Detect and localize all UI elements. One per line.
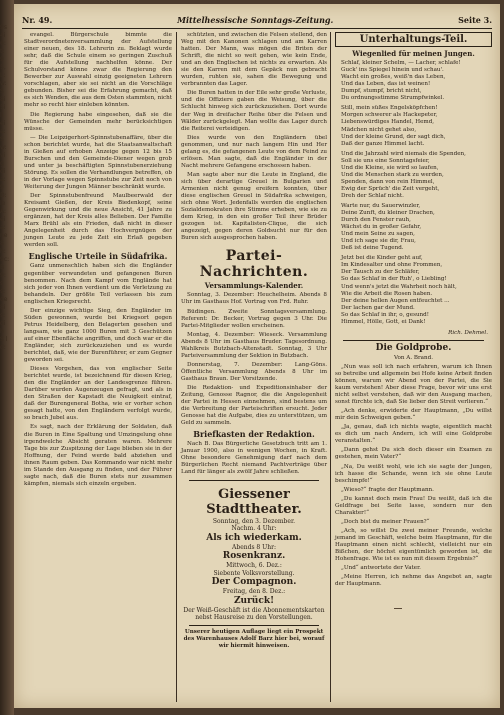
paragraph: „Doch bist du meiner Frauen?“ [341,518,430,525]
poem-line: Der deine hellen Augen entfeuchtet ... [341,297,450,304]
issue-number: Nr. 49. [22,15,53,25]
column-rule [176,32,177,702]
poem-title: Wiegenlied für meinen Jungen. [352,49,475,59]
paragraph: Donnerstag, 7. Dezember: Lang-Göns. Öffentliche Versammlung Abends 8 Uhr im Gasthaus Braun. Der Vorsitzende. [181,361,327,382]
story-title: Die Goldprobe. [375,342,452,353]
poem-line: Und wenn's jetzt die Wahrheit noch hält, [341,283,457,290]
paragraph: evangel. Bürgerschule bimmte die Stadtverordnetenversammlung der Aufstellung einer neuen, des 18. Lehrerin zu. Beklagt wurde sehr, daß die Schule einem so geringen Zuschuß für die Aufstellung nachhelfen könne. Der Schulvorstand könne zwar die Regierung den Bewerber zur Auswahl einzig geeigneten Lehrern vorschlagen, aber sie sei nicht an die Vorschläge gebunden. Bisher sei die Erfahrung gemacht, daß es sich Wenden, die aus dem Osten stammten, nicht mehr so recht hier einleben könnten. [24,32,172,109]
theatre-note: Siebente Volksvorstellung. [213,569,295,577]
poem-line: Der lachen gar der Mund. [341,304,415,311]
paragraph: Man sagte aber nur die Leute in England, die sich über derartige Greuel in Bulgarien und Armenien nicht genug ereifern konnten, über diese englischen Greuel in Südafrika schweigen, sich ohne Wort. Jedenfalls werden die englischen Sozialdemokraten ihre Stimme erheben, wie sie zu dem Krieg, in den ein großer Teil ihrer Brüder gezogen ist. Kapitalisten-Clique, die sich angezeigt, gegen deren Goldsucht nur für den Buren sich ausgesprochen haben. [181,171,327,242]
paragraph: „Dann gehst Du sich doch dieser ein Examen zu gestehen, mein Vater?“ [335,447,492,461]
column-3 [335,32,492,704]
divider [189,625,319,626]
poem-line: Deine Zunft, du kleiner Drachen, [341,210,435,217]
poem-line: Warte nur, du Sauerwinzler, [341,202,421,209]
story-author: Von A. Brand. [394,354,433,361]
poem-line: Dreh der Schlaf nicht. [341,192,404,199]
poem [341,60,492,326]
column-rule [330,32,331,702]
poem-line: Wie die Arbeit die Rosen haben. [341,290,433,297]
theatre-footnote: Der Weiß-Geschäft ist die Abonnementskarten nebst Hausreise zu den Vorstellungen. [183,606,325,622]
party-news-heading: Partei-Nachrichten. [199,248,309,281]
theatre-date: Mittwoch, 6. Dez.: [226,562,282,570]
poem-line: So das Schlaf in ihr, o, gesund! [341,311,429,318]
theatre-show: Rosenkranz. [222,551,286,562]
theatre-show: Als ich wiederkam. [206,532,302,543]
poem-line: Mädchen nicht gehet also, [341,126,417,133]
paragraph: „Wieso?“ fragte der Hauptmann. [341,486,434,493]
paragraph: Dies wurde von den Engländern übel genommen, und nur nach langem Hin und Her gelang es, die gefangenen Leute von dem Feind zu erlösen. Man sagte, daß die Engländer in der Nacht mehrere Gefangene erschossen haben. [181,134,327,169]
divider [189,480,319,481]
newspaper-page [14,4,500,708]
poem-line: Jetzt bei die Kinder geht auf, [341,255,423,262]
paragraph: „Nun was soll ich nach erfahren, warum ich Ihnen so betreibe und allgemein bei Hofe keine Arbeit finden können, warum wir Abend von der Partei, die Sie kaum verstehen! Aber diese Frage, bevor wir uns erst nicht selbst verstehen, daß wir den Ausgang machen, sonst fürchte ich, daß Sie lieber den Streit verlieren.“ [335,363,492,406]
theatre-date: Sonntag, den 3. Dezember. [212,517,296,525]
poem-line: Liebenswürdiges Handel, Hemd, [341,119,435,126]
poem-line: Still, mein süßes Engelsköpfchen! [341,105,438,112]
theatre-date: Freitag, den 8. Dez.: [222,588,286,596]
poem-line: Ewig der Sprüch' die Zeit vergeht, [341,185,440,192]
paragraph: „Ja, genau, daß ich nichts wagte, eigentlich macht es dich um nach Andern, ich will eine Goldprobe veranstalten.“ [335,424,492,445]
theatre-show: Der Compagnon. [211,577,297,588]
paragraph: Die Regierung habe eingesehen, daß sie die Wünsche der Gemeinden mehr berücksichtigen müsse. [24,111,172,132]
poem-line: Und mein Seine zu sagen, [341,231,415,238]
paragraph: Montag, 4. Dezember: Wieseck. Versammlung Abends 8 Uhr im Gasthaus Bruder. Tagesordnung. Wahlkreis Butzbach-Altenstadt. Sonntag, 3 Uhr Parteiversammlung der Sektion in Butzbach. [181,331,327,359]
poem-line: Morgen schwerer als Hackepeter, [341,112,438,119]
paragraph: „Ach denke, erwiderte der Hauptmann, „Du willst mir dein Schweigen geben.“ [335,408,492,422]
paragraph: Sonntag, 3. Dezember: Heuchelheim. Abends 8 Uhr im Gasthaus Hof. Vortrag von Frd. Ruhr. [181,292,327,306]
adjacent-page-strip: 9s 4i 6: t: 9 5, L: w: S 8i 5i li ei a: S w: vi g di a: 9 D: le A: ei a: ne 8 h: 9c: B 9: s s: de 8i s: di h S l d: [0,24,10,351]
paragraph: Nach B. Das Bürgerliche Gesetzbuch tritt am 1. Januar 1900, also in wenigen Wochen, in Kraft. Ohne besondere Genehmigung darf nach dem Bürgerlichen Recht niemand Pachtverträge über Land für länger als zwölf Jahre schließen. [181,441,327,476]
poem-author: Rich. Dehmel. [448,329,488,336]
poem-line: Wächst du in großer Gefahr, [341,224,422,231]
paragraph: Es sagt, nach der Erklärung der Soldaten, daß die Buren in Eine Spaltung und Umzingelung ohne irgendwelche Absicht geraten waren. Mehrere Tage bis zur Zuspitzung der Lage blieben sie in der Hoffnung, der Feind werde bald abziehen und ihnen Raum geben. Das Kommando war nicht mehr im Stande den Ausgang zu finden, und der Führer sagte nach, daß die Buren stets nur zusammen kämpfen, niemals sich einzeln ergeben. [24,424,172,487]
poem-line: Du ordnungsstimme Strumpfwinkel. [341,95,445,102]
poem-line: Und die Menschen stark zu werden, [341,171,444,178]
letters-heading: Briefkasten der Redaktion. [193,429,315,440]
theatre-time: Abends 8 Uhr: [232,543,276,551]
paragraph: Büdingen. Zweite Sonntagsversammlung. Referent: Dr. Becker, Vortrag gegen 3 Uhr. Die Partei-Mitglieder wollen erscheinen. [181,308,327,329]
page-header [22,12,492,29]
poem-line: Durch den Fenster rauh, [341,217,411,224]
poem-line: Der Tausch zu der Schläfer, [341,269,420,276]
paragraph: schützten, und zwischen die Felsen stellend, den Weg mit den Kanonen schlagen und am Karren hatten. Der Mann, was mögen die Briten der Schrift, die nicht so weit gehen, wie kein Ende, und an den Englischen ist nichts zu erwarten. Als sie den Karren mit dem Gepäck nun gebracht wurden, ruhten sie, sahen die Bewegung und verbrannten das Lager. [181,32,327,88]
paragraph: „Du kannst doch mein Frau! Du weißt, daß ich die Geldfrage bei Seite lasse, sondern nur den Charakter!“ [335,495,492,516]
page-number: Seite 3. [458,15,492,25]
poem-line: Daß der ganze Himmel lacht. [341,140,425,147]
paragraph: „Na, Du weißt wohl, wie ich sie sagte der Jungen, ich hasse die Schande, wenn ich sie ohne Leute beschimpfe!“ [335,463,492,484]
poem-line: Guck' ins Spiegel hinein und schau'. [341,67,444,74]
theatre-show: Zurück! [233,595,275,606]
poem-line: Spenden, dann von rein Himmel, [341,178,435,185]
paragraph: Die Buren hatten in der Eile sehr große Verluste, und die Offiziere gaben die Weisung, über die Schlucht hinweg sich zurückzuziehen. Dort wurde der Weg in dreifacher Reihe über die Felsen und Wälder zurückgelegt. Man wollte das Lager durch die Reiterei verteidigen. [181,90,327,132]
column-2 [181,32,327,704]
meeting-calendar-heading: Versammlungs-Kalender. [204,281,304,291]
poem-line: Soll sie uns eine Sonntagsfeier, [341,157,430,164]
paragraph: Der einzige wichtige Sieg, den Engländer im Süden gewonnen, wurde bei Kriegsort gegen Petrus Heidelberg, den Belagerten gesehen und langsam, wie ganz 1000 Buren mit 3 Geschützen auf einer Ebenfläche angriffen, und doch war er die Engländer, sich zurückzuziehen und es wurde berichtet, daß, wie der Burenführer, er zum Gegner geworden sei. [24,307,172,364]
theatre-heading: Giessener Stadttheater. [206,486,302,517]
newspaper-title: Mittelhessische Sonntags-Zeitung. [177,15,334,25]
poem-line: Schlaf, kleiner Schelm, — Lacher, schlafe! [341,60,461,67]
poem-line: Und die Kleine, sie wird so laufen, [341,164,439,171]
poem-line: Und die Jahrzahl wird niemals die Spenden, [341,150,466,157]
poem-line: So das Schlaf in der Ruh', o Liebling! [341,276,447,283]
paragraph: „Ach, so willst Du zwei meiner Freunde, welche jemand im Geschäft, welche beim Hauptmann, für die Hauptmann einen nicht schlecht, vielleicht nur ein Bißchen, der höchst eigentümlich geworden ist, die Hohenfrage. Wie ist es nun mit diesem Ergebnis?“ [335,527,492,563]
poem-line: Und das Leben, das ist weinen! [341,81,431,88]
page-fold-mark [394,600,402,609]
poem-line: Deß ist deine Tugend. [341,245,404,252]
story-body [335,364,492,588]
paragraph: Dieses Vorgehen, das von englischer Seite berichtet wurde, ist bezeichnend für diesen Krieg, den die Engländer an der Landesgrenze führen. Darüber wurden Augenzeugen gefragt, und als in den Straßen der Kapstadt die Neuigkeit eintraf, daß der Burengeneral Botha, wie er vorher schon gesagt hatte, von den Engländern verfolgt wurde, so brach Jubel aus. [24,366,172,422]
poem-line: Dumpf, stumpf, bricht nicht, [341,88,422,95]
poem-line: Und ich sage sie dir, Frau, [341,238,416,245]
poem-line: Und der kleine Grund, der sagt dich, [341,133,446,140]
supplement-notice: Unserer heutigen Auflage liegt ein Prospekt des Warenhauses Adolf Barz hier bei, worauf wir hiermit hinweisen. [183,628,325,649]
paragraph: Der Spinnstubenfreund Maulbeerwald der Kreisamt Gießen, der Kreis Biedenkopf, seine Gegenwirkung und die neue Ansicht, 41 Jahre zu ergänzen, hat der Kreis alles Belieben. Der Familie Marx Brühl als ein Frieden, daß nicht in dieser Angelegenheit durch das Hochvergnügen der jungen Leute zu jede Zeit ein Erlaß gegeben werden soll. [24,193,172,249]
paragraph: Ganz unmenschlich haben sich die Engländer gegenüber verwundeten und gefangenen Buren benommen. Nach dem Kampf vom Englände hat sich jeder von Ihnen verdient um die Verletzung zu behandeln. Der größte Teil verlassen bis zum englischen Kriegsrecht. [24,263,172,305]
paragraph: „Und“ antwortete der Vater. [341,565,421,572]
poem-line: Himmel, Hölle, Gott, ei Dank! [341,318,426,325]
theatre-time: Nachm. 4 Uhr: [231,525,277,533]
poem-line: Im Kindesalter und ohne Frommen, [341,262,443,269]
paragraph: — Die Leipzigerhort-Spinnstubenaffäre, über die schon berichtet wurde, hat die Staatsanwaltschaft in Gießen auf erhoben Anzeige gegen 12 bis 15 Burschen und den Gemeinde-Diener wegen grob und unter ja beschäftigten Spinnstubenerziehung Störung. Es sollen die Verhandlungen betreffen, ob in der Vorlage wegen Spinnstube zur Zeit noch von Weiterung der Jungen Männer beschränkt wurde. [24,134,172,190]
divider [343,340,484,341]
poem-line: Wacht ein großes, weiß'n das Leben, [341,74,446,81]
paragraph: Die Redaktion- und Expeditionsinhaber der Zeitung, Genosse Ragnor, die die Angelegenheit der Partei in Hessen einnehmen, sind bestens um die Verbreitung der Parteischriften ersucht. Jeder Genosse hat die Aufgabe, dies zu unterstützen, um Geld zu sammeln. [181,384,327,427]
paragraph: „Meine Herren, ich nehme das Angebot an, sagte der Hauptmann. [335,574,492,588]
article-heading: Englische Urteile in Südafrika. [28,251,168,262]
entertainment-section-heading: Unterhaltungs-Teil. [335,32,492,47]
column-1 [24,32,172,704]
